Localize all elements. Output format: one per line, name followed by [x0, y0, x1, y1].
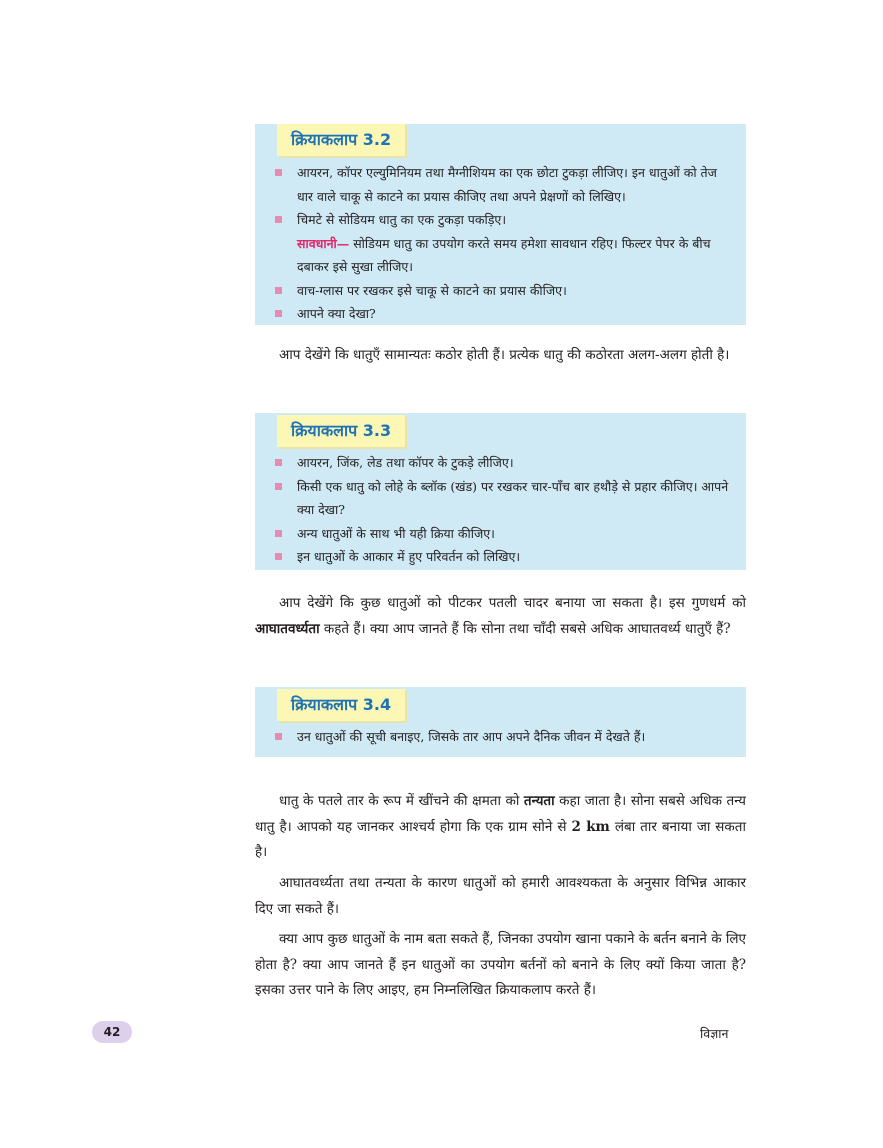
list-item: उन धातुओं की सूची बनाइए, जिसके तार आप अपने दैनिक जीवन में देखते हैं।: [275, 725, 734, 749]
wire-length-value: 2 km: [571, 818, 610, 835]
term-ductility: तन्यता: [523, 793, 555, 809]
square-bullet-icon: [275, 310, 282, 317]
caution-text: सोडियम धातु का उपयोग करते समय हमेशा सावधान रहिए। फिल्टर पेपर के बीच दबाकर इसे सुखा लीजिए।: [297, 235, 711, 274]
activity-title: क्रियाकलाप 3.2: [277, 124, 405, 156]
activity-list: [275, 161, 734, 326]
list-item: चिमटे से सोडियम धातु का एक टुकड़ा पकड़िए।: [275, 208, 734, 232]
list-item: अन्य धातुओं के साथ भी यही क्रिया कीजिए।: [275, 522, 734, 546]
square-bullet-icon: [275, 459, 282, 466]
activity-list: [275, 451, 734, 569]
activity-list: [275, 725, 734, 749]
paragraph-malleability: आप देखेंगे कि कुछ धातुओं को पीटकर पतली चादर बनाया जा सकता है। इस गुणधर्म को आघातवर्ध्यता कहते हैं। क्या आप जानते हैं कि सोना तथा चाँदी सबसे अधिक आघातवर्ध्य धातुएँ हैं?: [255, 595, 746, 637]
list-item: आयरन, जिंक, लेड तथा कॉपर के टुकड़े लीजिए।: [275, 451, 734, 475]
caution-label: सावधानी—: [297, 235, 350, 251]
list-item: वाच-ग्लास पर रखकर इसे चाकू से काटने का प्रयास कीजिए।: [275, 279, 734, 303]
activity-box-3-2: [255, 124, 746, 325]
square-bullet-icon: [275, 287, 282, 294]
square-bullet-icon: [275, 733, 282, 740]
paragraph-hardness: आप देखेंगे कि धातुएँ सामान्यतः कठोर होती हैं। प्रत्येक धातु की कठोरता अलग-अलग होती है।: [279, 347, 730, 363]
square-bullet-icon: [275, 530, 282, 537]
list-item: इन धातुओं के आकार में हुए परिवर्तन को लिखिए।: [275, 545, 734, 569]
list-item: किसी एक धातु को लोहे के ब्लॉक (खंड) पर रखकर चार-पाँच बार हथौड़े से प्रहार कीजिए। आपने क्या देखा?: [275, 475, 734, 522]
square-bullet-icon: [275, 483, 282, 490]
paragraph-cookware: क्या आप कुछ धातुओं के नाम बता सकते हैं, जिनका उपयोग खाना पकाने के बर्तन बनाने के लिए होता है? क्या आप जानते हैं इन धातुओं का उपयोग बर्तनों को बनाने के लिए क्यों किया जाता है? इसका उत्तर पाने के लिए आइए, हम निम्नलिखित क्रियाकलाप करते हैं।: [255, 931, 746, 998]
term-malleability: आघातवर्ध्यता: [255, 620, 320, 637]
square-bullet-icon: [275, 169, 282, 176]
paragraph-ductility: धातु के पतले तार के रूप में खींचने की क्षमता को तन्यता कहा जाता है। सोना सबसे अधिक तन्य धातु है। आपको यह जानकर आश्चर्य होगा कि एक ग्राम सोने से 2 km लंबा तार बनाया जा सकता है।: [255, 793, 746, 860]
caution-note: [275, 232, 734, 279]
activity-box-3-3: [255, 413, 746, 570]
list-item: आयरन, कॉपर एल्युमिनियम तथा मैग्नीशियम का एक छोटा टुकड़ा लीजिए। इन धातुओं को तेज धार वाले चाकू से काटने का प्रयास कीजिए तथा अपने प्रेक्षणों को लिखिए।: [275, 161, 734, 208]
paragraph-shapes: आघातवर्ध्यता तथा तन्यता के कारण धातुओं को हमारी आवश्यकता के अनुसार विभिन्न आकार दिए जा सकते हैं।: [255, 875, 746, 917]
activity-title: क्रियाकलाप 3.3: [277, 415, 405, 447]
square-bullet-icon: [275, 216, 282, 223]
list-item: आपने क्या देखा?: [275, 302, 734, 326]
page-number: 42: [92, 1021, 132, 1043]
activity-title: क्रियाकलाप 3.4: [277, 689, 405, 721]
square-bullet-icon: [275, 553, 282, 560]
activity-box-3-4: [255, 687, 746, 757]
subject-label: विज्ञान: [700, 1026, 729, 1041]
